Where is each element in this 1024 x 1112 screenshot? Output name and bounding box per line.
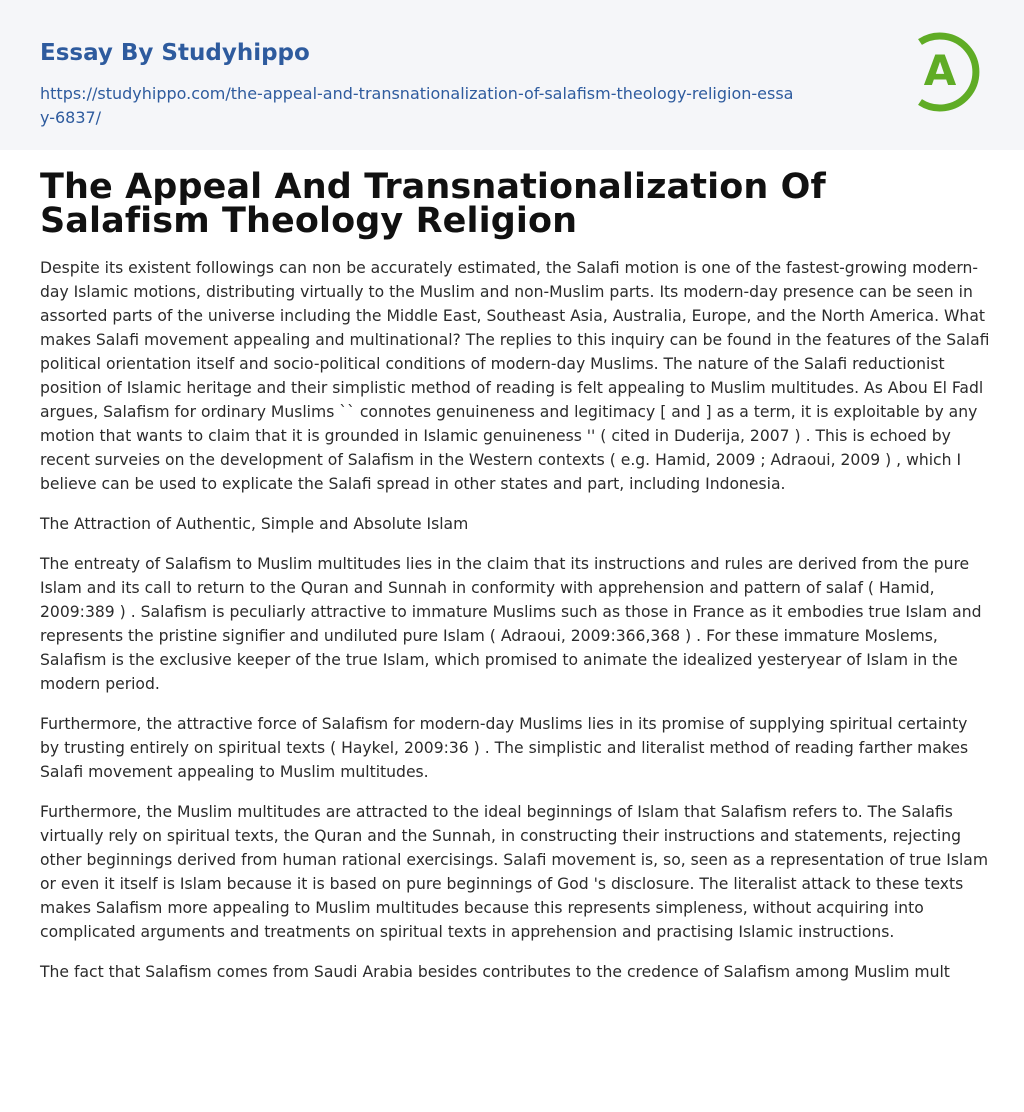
essay-body: [40, 256, 990, 1000]
section-heading: The Attraction of Authentic, Simple and Absolute Islam: [40, 515, 469, 533]
paragraph: Furthermore, the Muslim multitudes are attracted to the ideal beginnings of Islam that Salafism refers to. The Salafis virtually rely on spiritual texts, the Quran and the Sunnah, in constructing their instructions and statements, rejecting other beginnings derived from human rational exercisings. Salafi movement is, so, seen as a representation of true Islam or even it itself is Islam because it is based on pure beginnings of God 's disclosure. The literalist attack to these texts makes Salafism more appealing to Muslim multitudes because this represents simpleness, without acquiring into complicated arguments and treatments on spiritual texts in apprehension and practising Islamic instructions.: [40, 803, 989, 941]
studyhippo-logo[interactable]: [908, 28, 988, 116]
paragraph: The entreaty of Salafism to Muslim multitudes lies in the claim that its instructions and rules are derived from the pure Islam and its call to return to the Quran and Sunnah in conformity with apprehension and pattern of salaf ( Hamid, 2009:389 ) . Salafism is peculiarly attractive to immature Muslims such as those in France as it embodies true Islam and represents the pristine signifier and undiluted pure Islam ( Adraoui, 2009:366,368 ) . For these immature Moslems, Salafism is the exclusive keeper of the true Islam, which promised to animate the idealized yesteryear of Islam in the modern period.: [40, 555, 982, 693]
essay-url-link[interactable]: https://studyhippo.com/the-appeal-and-transnationalization-of-salafism-theology-religion-essay-6837/: [40, 84, 794, 127]
logo-letter: A: [923, 46, 957, 95]
site-brand[interactable]: Essay By Studyhippo: [40, 40, 310, 66]
paragraph-truncated: The fact that Salafism comes from Saudi Arabia besides contributes to the credence of Salafism among Muslim mult: [40, 963, 950, 981]
essay-title: The Appeal And Transnationalization Of Salafism Theology Religion: [40, 167, 826, 241]
paragraph: Furthermore, the attractive force of Salafism for modern-day Muslims lies in its promise of supplying spiritual certainty by trusting entirely on spiritual texts ( Haykel, 2009:36 ) . The simplistic and literalist method of reading farther makes Salafi movement appealing to Muslim multitudes.: [40, 715, 969, 781]
site-header: [0, 0, 1024, 150]
paragraph-intro: Despite its existent followings can non be accurately estimated, the Salafi motion is one of the fastest-growing modern-day Islamic motions, distributing virtually to the Muslim and non-Muslim parts. Its modern-day presence can be seen in assorted parts of the universe including the Middle East, Southeast Asia, Australia, Europe, and the North America. What makes Salafi movement appealing and multinational? The replies to this inquiry can be found in the features of the Salafi political orientation itself and socio-political conditions of modern-day Muslims. The nature of the Salafi reductionist position of Islamic heritage and their simplistic method of reading is felt appealing to Muslim multitudes. As Abou El Fadl argues, Salafism for ordinary Muslims `` connotes genuineness and legitimacy [ and ] as a term, it is exploitable by any motion that wants to claim that it is grounded in Islamic genuineness '' ( cited in Duderija, 2007 ) . This is echoed by recent surveies on the development of Salafism in the Western contexts ( e.g. Hamid, 2009 ; Adraoui, 2009 ) , which I believe can be used to explicate the Salafi spread in other states and part, including Indonesia.: [40, 259, 990, 493]
